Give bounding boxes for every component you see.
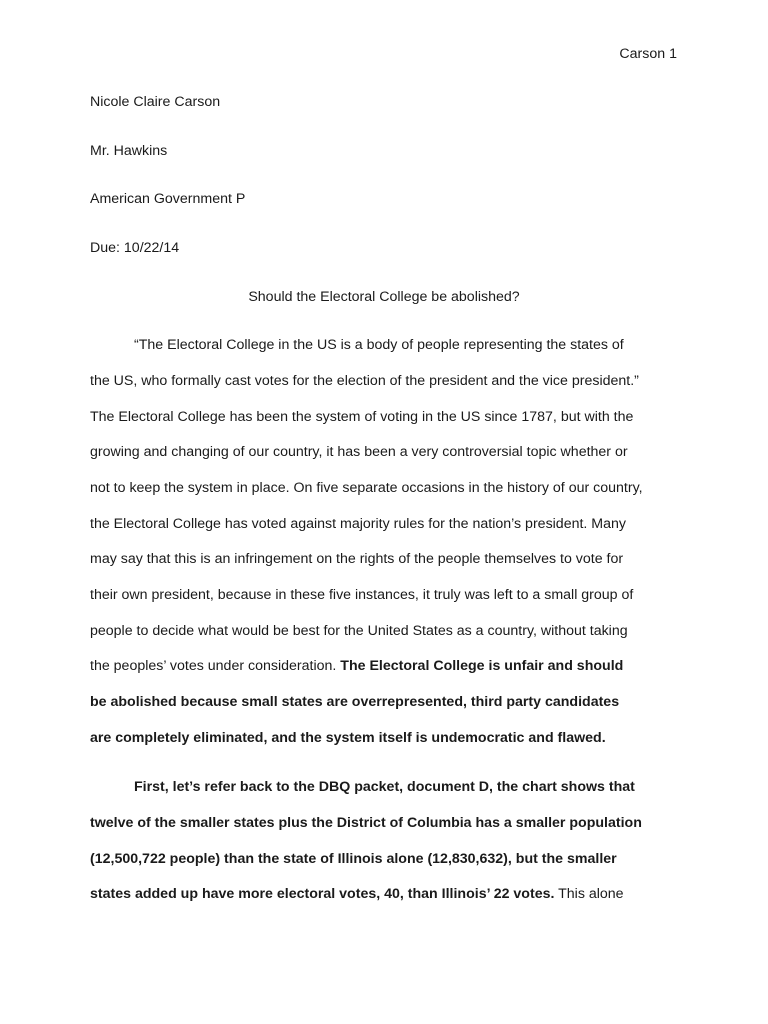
paragraph-line: may say that this is an infringement on the rights of the people themselves to vote for — [90, 551, 624, 567]
paragraph-line: people to decide what would be best for the United States as a country, without taking — [90, 623, 628, 639]
thesis-line: be abolished because small states are overrepresented, third party candidates — [90, 694, 620, 710]
plain-text: This alone — [554, 886, 624, 902]
paragraph-line: First, let’s refer back to the DBQ packet, document D, the chart shows that — [134, 779, 635, 795]
paragraph-line: the Electoral College has voted against majority rules for the nation’s president. Many — [90, 516, 627, 532]
running-head: Carson 1 — [619, 46, 677, 62]
paragraph-line: their own president, because in these five instances, it truly was left to a small group of — [90, 587, 634, 603]
essay-title: Should the Electoral College be abolished? — [248, 289, 520, 305]
course-name: American Government P — [90, 191, 246, 207]
paragraph-line: not to keep the system in place. On five separate occasions in the history of our country, — [90, 480, 643, 496]
due-date: Due: 10/22/14 — [90, 240, 180, 256]
paragraph-line: The Electoral College has been the system of voting in the US since 1787, but with the — [90, 409, 634, 425]
thesis-line: are completely eliminated, and the system itself is undemocratic and flawed. — [90, 730, 606, 746]
teacher-name: Mr. Hawkins — [90, 143, 168, 159]
paragraph-line — [90, 884, 624, 904]
student-name: Nicole Claire Carson — [90, 94, 221, 110]
paragraph-line: twelve of the smaller states plus the District of Columbia has a smaller population — [90, 815, 642, 831]
plain-text: the peoples’ votes under consideration. — [90, 658, 341, 674]
thesis-text: The Electoral College is unfair and should — [340, 658, 624, 674]
paragraph-line: (12,500,722 people) than the state of Illinois alone (12,830,632), but the smaller — [90, 851, 617, 867]
paragraph-line — [90, 656, 623, 676]
bold-text: states added up have more electoral votes, 40, than Illinois’ 22 votes. — [90, 886, 555, 902]
paragraph-line: “The Electoral College in the US is a body of people representing the states of — [134, 337, 624, 353]
paragraph-line: growing and changing of our country, it has been a very controversial topic whether or — [90, 444, 628, 460]
paragraph-line: the US, who formally cast votes for the election of the president and the vice president.” — [90, 373, 639, 389]
